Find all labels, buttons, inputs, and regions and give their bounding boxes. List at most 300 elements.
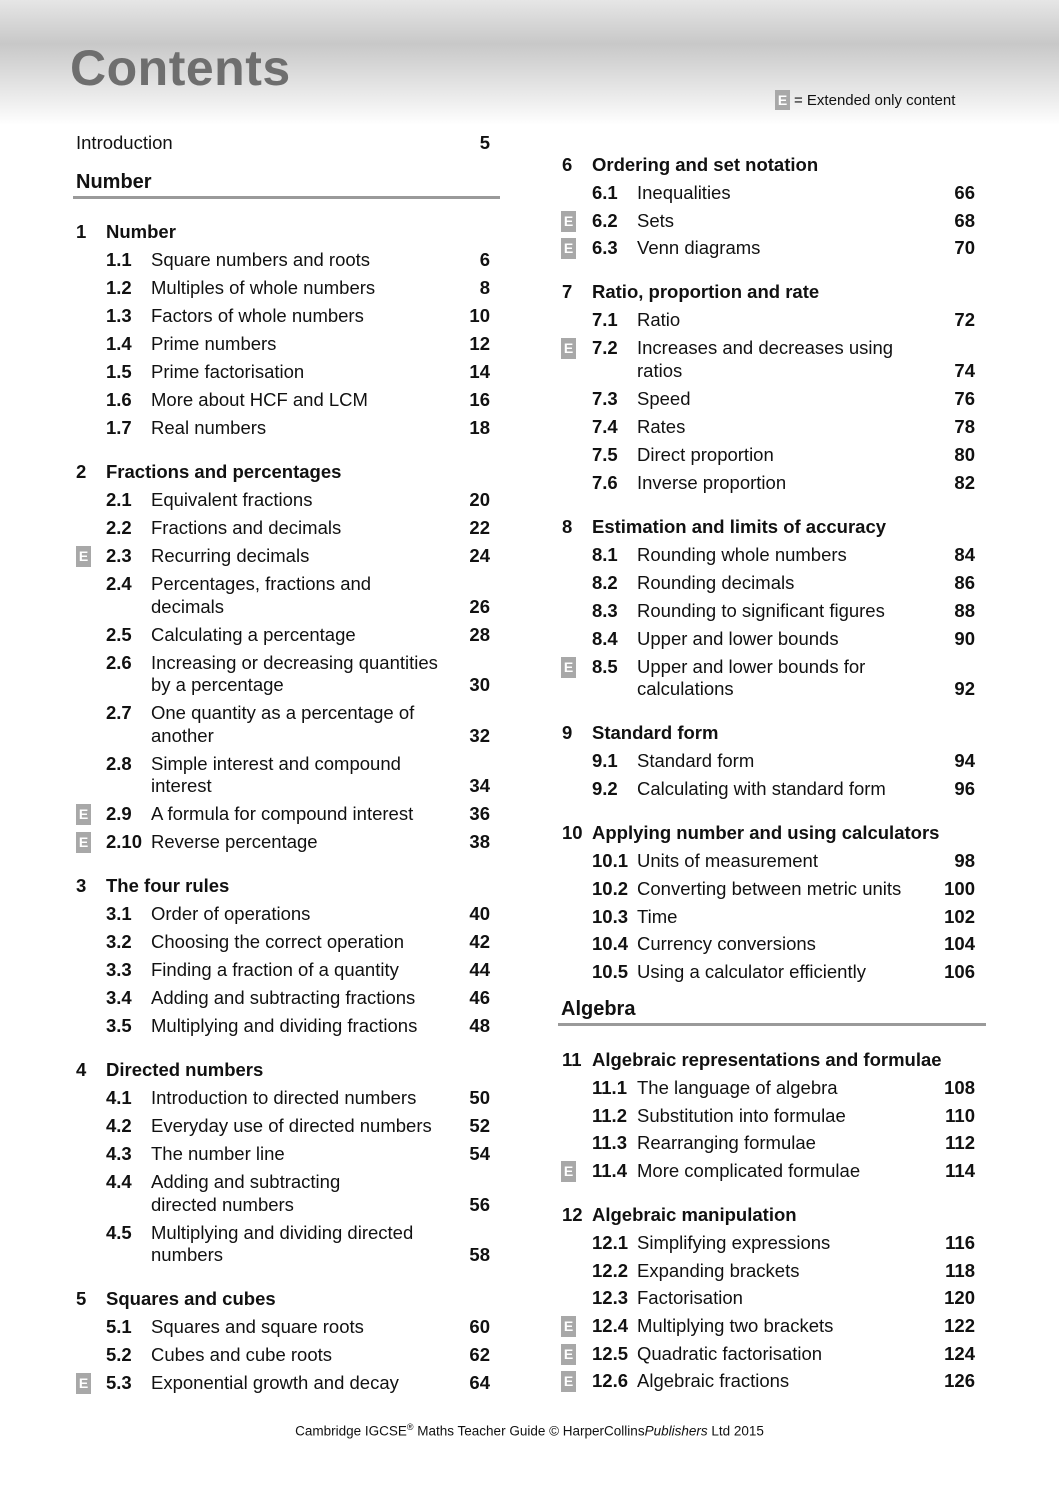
toc-item bbox=[76, 516, 490, 540]
item-number: 12.5 bbox=[592, 1342, 629, 1364]
item-number: 7.4 bbox=[592, 415, 618, 437]
item-title: Inequalities bbox=[637, 182, 731, 203]
item-number: 8.3 bbox=[592, 599, 618, 621]
extended-badge-icon: E bbox=[76, 832, 91, 853]
item-page: 62 bbox=[469, 1344, 490, 1365]
extended-badge-icon: E bbox=[561, 1161, 576, 1182]
toc-item bbox=[562, 627, 975, 651]
chapter-title: Algebraic representations and formulae bbox=[592, 1049, 942, 1070]
toc-item bbox=[562, 960, 975, 984]
toc-item bbox=[562, 415, 975, 439]
item-title: One quantity as a percentage of bbox=[151, 702, 415, 723]
chapter-number: 6 bbox=[562, 154, 573, 175]
toc-item bbox=[76, 1343, 490, 1367]
item-number: 2.3 bbox=[106, 545, 132, 566]
toc-item bbox=[562, 181, 975, 205]
item-number: 1.4 bbox=[106, 333, 132, 354]
item-title: Simplifying expressions bbox=[637, 1231, 831, 1253]
item-number: 7.1 bbox=[592, 309, 618, 331]
item-page: 72 bbox=[954, 309, 975, 331]
item-title: More about HCF and LCM bbox=[151, 389, 368, 410]
chapter-title: Algebraic manipulation bbox=[592, 1203, 797, 1225]
toc-item bbox=[562, 599, 975, 623]
item-number: 1.2 bbox=[106, 277, 132, 298]
item-title-cont: numbers bbox=[151, 1244, 223, 1265]
toc-item bbox=[562, 543, 975, 567]
item-number: 3.5 bbox=[106, 1015, 132, 1036]
item-page: 92 bbox=[954, 678, 975, 700]
toc-item bbox=[76, 651, 490, 675]
toc-item bbox=[76, 701, 490, 725]
item-number: 10.4 bbox=[592, 933, 629, 955]
item-number: 2.1 bbox=[106, 489, 132, 510]
item-page: 6 bbox=[479, 249, 490, 270]
item-number: 11.4 bbox=[592, 1160, 627, 1182]
item-title-cont: directed numbers bbox=[151, 1193, 294, 1215]
item-page: 110 bbox=[945, 1104, 975, 1126]
item-page: 94 bbox=[954, 750, 975, 772]
intro-title: Introduction bbox=[76, 132, 173, 153]
item-title: Time bbox=[637, 905, 678, 927]
item-page: 54 bbox=[469, 1143, 490, 1164]
item-page: 112 bbox=[945, 1132, 975, 1154]
item-number: 2.8 bbox=[106, 752, 132, 774]
item-number: 2.6 bbox=[106, 651, 132, 673]
item-title: Upper and lower bounds bbox=[637, 627, 839, 649]
toc-item bbox=[562, 932, 975, 956]
extended-badge-icon: E bbox=[561, 238, 576, 259]
chapter-number: 3 bbox=[76, 875, 87, 896]
chapter-heading bbox=[76, 1058, 490, 1082]
item-title: Converting between metric units bbox=[637, 877, 902, 899]
item-page: 66 bbox=[954, 182, 975, 203]
item-title: Squares and square roots bbox=[151, 1316, 364, 1337]
item-title: Factors of whole numbers bbox=[151, 305, 364, 326]
toc-item bbox=[76, 1142, 490, 1166]
extended-badge-icon: E bbox=[76, 546, 91, 567]
toc-item bbox=[76, 902, 490, 926]
item-number: 11.1 bbox=[592, 1077, 627, 1098]
item-page: 56 bbox=[469, 1193, 490, 1215]
toc-item bbox=[76, 802, 490, 826]
chapter-heading bbox=[562, 1048, 975, 1072]
item-page: 24 bbox=[469, 545, 490, 566]
item-title: Upper and lower bounds for bbox=[637, 655, 866, 677]
toc-item-cont bbox=[562, 677, 975, 701]
chapter-heading bbox=[562, 153, 975, 177]
item-title: Calculating a percentage bbox=[151, 623, 356, 645]
item-number: 7.5 bbox=[592, 443, 618, 465]
item-page: 88 bbox=[954, 599, 975, 621]
item-page: 32 bbox=[469, 724, 490, 746]
toc-item bbox=[562, 1259, 975, 1283]
chapter-title: Fractions and percentages bbox=[106, 461, 342, 482]
toc-item bbox=[76, 752, 490, 776]
item-title: Multiplying two brackets bbox=[637, 1314, 834, 1336]
item-page: 118 bbox=[945, 1259, 975, 1281]
item-title: Rounding to significant figures bbox=[637, 599, 885, 621]
toc-item bbox=[76, 830, 490, 854]
item-number: 4.1 bbox=[106, 1087, 132, 1108]
item-title: Units of measurement bbox=[637, 850, 818, 872]
toc-intro bbox=[76, 131, 490, 155]
chapter-heading bbox=[562, 721, 975, 745]
item-page: 40 bbox=[469, 903, 490, 924]
item-title: Using a calculator efficiently bbox=[637, 960, 866, 982]
item-title: Inverse proportion bbox=[637, 471, 787, 493]
item-page: 20 bbox=[469, 489, 490, 510]
item-title: Multiplying and dividing directed bbox=[151, 1221, 414, 1243]
item-number: 3.3 bbox=[106, 959, 132, 980]
chapter-title: Number bbox=[106, 221, 176, 242]
toc-item bbox=[76, 1371, 490, 1395]
toc-item-cont bbox=[76, 724, 490, 748]
item-page: 52 bbox=[469, 1115, 490, 1136]
toc-item bbox=[76, 958, 490, 982]
item-page: 116 bbox=[945, 1231, 975, 1253]
item-title: Venn diagrams bbox=[637, 237, 761, 259]
chapter-title: Directed numbers bbox=[106, 1059, 264, 1080]
item-title: Quadratic factorisation bbox=[637, 1342, 823, 1364]
item-page: 30 bbox=[469, 674, 490, 695]
toc-item bbox=[562, 443, 975, 467]
item-page: 126 bbox=[944, 1370, 975, 1392]
toc-item bbox=[76, 360, 490, 384]
item-title: The number line bbox=[151, 1143, 285, 1164]
toc-item bbox=[562, 749, 975, 773]
item-title: Fractions and decimals bbox=[151, 517, 342, 538]
toc-item bbox=[562, 1076, 975, 1100]
item-title: Ratio bbox=[637, 309, 681, 331]
toc-item bbox=[562, 1286, 975, 1310]
item-title: Rounding whole numbers bbox=[637, 543, 847, 565]
chapter-number: 5 bbox=[76, 1288, 87, 1309]
item-page: 120 bbox=[944, 1287, 975, 1309]
item-number: 1.7 bbox=[106, 417, 132, 438]
item-page: 96 bbox=[954, 778, 975, 800]
toc-item bbox=[76, 1014, 490, 1038]
item-page: 108 bbox=[944, 1077, 975, 1098]
toc-item bbox=[562, 209, 975, 233]
toc-item bbox=[76, 572, 490, 596]
chapter-title: Squares and cubes bbox=[106, 1288, 276, 1309]
extended-badge-icon: E bbox=[76, 1373, 91, 1394]
item-page: 102 bbox=[944, 905, 975, 927]
item-page: 22 bbox=[469, 517, 490, 538]
item-title-cont: calculations bbox=[637, 678, 734, 700]
item-title: Direct proportion bbox=[637, 443, 774, 465]
chapter-number: 2 bbox=[76, 461, 87, 482]
item-title: Prime factorisation bbox=[151, 361, 305, 382]
toc-item bbox=[76, 1170, 490, 1194]
toc-item bbox=[562, 1104, 975, 1128]
toc-item-cont bbox=[76, 1243, 490, 1267]
toc-item bbox=[562, 1131, 975, 1155]
toc-item bbox=[562, 849, 975, 873]
item-title: Adding and subtracting bbox=[151, 1171, 341, 1192]
item-title: Reverse percentage bbox=[151, 831, 318, 852]
item-page: 60 bbox=[469, 1316, 490, 1337]
toc-item-cont bbox=[76, 1193, 490, 1217]
chapter-heading bbox=[562, 515, 975, 539]
item-number: 6.3 bbox=[592, 237, 618, 259]
item-page: 70 bbox=[954, 237, 975, 259]
item-title: Standard form bbox=[637, 750, 755, 772]
toc-item bbox=[76, 388, 490, 412]
item-page: 14 bbox=[469, 361, 490, 382]
item-number: 3.4 bbox=[106, 987, 132, 1008]
toc-item-cont bbox=[76, 595, 490, 619]
section-divider bbox=[73, 196, 500, 199]
toc-item-cont bbox=[562, 359, 975, 383]
toc-item bbox=[76, 1114, 490, 1138]
toc-item bbox=[76, 930, 490, 954]
item-title-cont: ratios bbox=[637, 359, 683, 381]
chapter-number: 8 bbox=[562, 515, 573, 537]
item-page: 26 bbox=[469, 595, 490, 617]
item-number: 7.2 bbox=[592, 337, 618, 359]
page-title: Contents bbox=[70, 40, 291, 96]
item-page: 12 bbox=[469, 333, 490, 354]
item-number: 11.3 bbox=[592, 1132, 627, 1154]
item-number: 9.2 bbox=[592, 778, 618, 800]
item-page: 100 bbox=[944, 877, 975, 899]
chapter-heading bbox=[76, 220, 490, 244]
item-number: 6.2 bbox=[592, 209, 618, 231]
item-page: 106 bbox=[944, 960, 975, 982]
item-number: 10.5 bbox=[592, 960, 629, 982]
item-title: Rounding decimals bbox=[637, 571, 795, 593]
item-page: 68 bbox=[954, 209, 975, 231]
item-number: 2.10 bbox=[106, 831, 143, 852]
item-page: 50 bbox=[469, 1087, 490, 1108]
toc-item-cont bbox=[76, 673, 490, 697]
extended-badge-icon: E bbox=[561, 657, 576, 678]
toc-item bbox=[562, 655, 975, 679]
chapter-heading bbox=[562, 821, 975, 845]
item-number: 3.2 bbox=[106, 931, 132, 952]
item-title-cont: by a percentage bbox=[151, 674, 284, 695]
toc-item bbox=[562, 905, 975, 929]
extended-badge-icon: E bbox=[561, 1316, 576, 1337]
item-number: 2.4 bbox=[106, 573, 132, 594]
chapter-heading bbox=[76, 874, 490, 898]
toc-item bbox=[76, 986, 490, 1010]
item-number: 2.5 bbox=[106, 623, 132, 645]
item-number: 12.4 bbox=[592, 1314, 629, 1336]
item-page: 104 bbox=[944, 933, 975, 955]
item-number: 4.5 bbox=[106, 1221, 132, 1243]
item-page: 82 bbox=[954, 471, 975, 493]
item-title: Increases and decreases using bbox=[637, 337, 894, 359]
item-title: Speed bbox=[637, 387, 691, 409]
item-title: Adding and subtracting fractions bbox=[151, 987, 416, 1008]
toc-item bbox=[562, 571, 975, 595]
chapter-number: 9 bbox=[562, 722, 573, 744]
toc-item bbox=[562, 1231, 975, 1255]
toc-item bbox=[76, 488, 490, 512]
item-number: 5.3 bbox=[106, 1372, 132, 1393]
item-page: 18 bbox=[469, 417, 490, 438]
legend-text: = Extended only content bbox=[794, 91, 956, 109]
item-page: 58 bbox=[469, 1244, 490, 1265]
chapter-heading bbox=[562, 1203, 975, 1227]
toc-item bbox=[76, 416, 490, 440]
item-number: 7.6 bbox=[592, 471, 618, 493]
item-title: More complicated formulae bbox=[637, 1160, 861, 1182]
toc-item bbox=[76, 1086, 490, 1110]
section-divider bbox=[558, 1023, 986, 1026]
item-title: Multiples of whole numbers bbox=[151, 277, 376, 298]
toc-item bbox=[76, 544, 490, 568]
item-number: 12.2 bbox=[592, 1259, 629, 1281]
item-number: 10.2 bbox=[592, 877, 629, 899]
item-page: 44 bbox=[469, 959, 490, 980]
item-title: Cubes and cube roots bbox=[151, 1344, 333, 1365]
item-page: 48 bbox=[469, 1015, 490, 1036]
extended-badge-icon: E bbox=[775, 90, 790, 110]
item-number: 4.2 bbox=[106, 1115, 132, 1136]
chapter-number: 10 bbox=[562, 822, 583, 844]
extended-badge-icon: E bbox=[561, 338, 576, 359]
item-page: 114 bbox=[945, 1160, 975, 1182]
item-title: Multiplying and dividing fractions bbox=[151, 1015, 418, 1036]
item-title: Percentages, fractions and bbox=[151, 573, 372, 594]
item-number: 5.2 bbox=[106, 1344, 132, 1365]
item-title-cont: another bbox=[151, 724, 214, 746]
item-title: Prime numbers bbox=[151, 333, 277, 354]
toc-item bbox=[562, 1159, 975, 1183]
item-title: Recurring decimals bbox=[151, 545, 310, 566]
chapter-title: Applying number and using calculators bbox=[592, 822, 940, 844]
item-number: 2.7 bbox=[106, 702, 132, 723]
item-page: 76 bbox=[954, 387, 975, 409]
toc-item bbox=[562, 336, 975, 360]
item-title: Sets bbox=[637, 209, 675, 231]
chapter-number: 4 bbox=[76, 1059, 87, 1080]
item-number: 4.4 bbox=[106, 1171, 132, 1192]
item-number: 8.2 bbox=[592, 571, 618, 593]
chapter-heading bbox=[76, 460, 490, 484]
item-page: 64 bbox=[469, 1372, 490, 1393]
item-title-cont: interest bbox=[151, 775, 212, 796]
item-title: Currency conversions bbox=[637, 933, 816, 955]
item-title: Order of operations bbox=[151, 903, 311, 924]
item-page: 86 bbox=[954, 571, 975, 593]
chapter-number: 11 bbox=[562, 1049, 582, 1070]
toc-item bbox=[76, 304, 490, 328]
chapter-number: 1 bbox=[76, 221, 87, 242]
chapter-title: Ordering and set notation bbox=[592, 154, 819, 175]
item-number: 2.2 bbox=[106, 517, 132, 538]
chapter-title: Estimation and limits of accuracy bbox=[592, 515, 887, 537]
item-title: Simple interest and compound bbox=[151, 752, 401, 774]
item-number: 12.1 bbox=[592, 1231, 629, 1253]
item-number: 8.5 bbox=[592, 655, 618, 677]
toc-item bbox=[562, 1369, 975, 1393]
item-number: 2.9 bbox=[106, 803, 132, 824]
toc-item bbox=[76, 1315, 490, 1339]
extended-legend bbox=[775, 90, 955, 110]
toc-item bbox=[76, 332, 490, 356]
item-number: 10.3 bbox=[592, 905, 629, 927]
toc-item bbox=[562, 777, 975, 801]
toc-item bbox=[562, 1342, 975, 1366]
item-title: Substitution into formulae bbox=[637, 1104, 846, 1126]
item-page: 122 bbox=[944, 1314, 975, 1336]
item-number: 1.3 bbox=[106, 305, 132, 326]
item-number: 3.1 bbox=[106, 903, 132, 924]
item-title: Exponential growth and decay bbox=[151, 1372, 399, 1393]
chapter-heading bbox=[562, 280, 975, 304]
item-title: Expanding brackets bbox=[637, 1259, 800, 1281]
item-number: 6.1 bbox=[592, 182, 618, 203]
item-title: Equivalent fractions bbox=[151, 489, 313, 510]
section-heading: Number bbox=[76, 171, 152, 193]
item-title: Algebraic fractions bbox=[637, 1370, 790, 1392]
toc-item bbox=[562, 308, 975, 332]
item-title: The language of algebra bbox=[637, 1077, 838, 1098]
item-title: Rates bbox=[637, 415, 686, 437]
item-page: 98 bbox=[954, 850, 975, 872]
item-title: Factorisation bbox=[637, 1287, 743, 1309]
item-page: 38 bbox=[469, 831, 490, 852]
chapter-number: 12 bbox=[562, 1203, 583, 1225]
toc-item bbox=[76, 1221, 490, 1245]
item-title: A formula for compound interest bbox=[151, 803, 414, 824]
item-page: 34 bbox=[469, 775, 490, 796]
item-page: 90 bbox=[954, 627, 975, 649]
toc-item bbox=[562, 387, 975, 411]
item-number: 9.1 bbox=[592, 750, 618, 772]
chapter-title: Ratio, proportion and rate bbox=[592, 281, 820, 303]
extended-badge-icon: E bbox=[561, 1344, 576, 1365]
item-title: Choosing the correct operation bbox=[151, 931, 404, 952]
toc-item bbox=[562, 1314, 975, 1338]
intro-page: 5 bbox=[479, 132, 490, 153]
item-title: Increasing or decreasing quantities bbox=[151, 651, 438, 673]
toc-item bbox=[562, 471, 975, 495]
extended-badge-icon: E bbox=[561, 1371, 576, 1392]
item-number: 1.5 bbox=[106, 361, 132, 382]
item-number: 8.1 bbox=[592, 543, 618, 565]
item-page: 8 bbox=[479, 277, 490, 298]
item-page: 28 bbox=[469, 623, 490, 645]
extended-badge-icon: E bbox=[76, 804, 91, 825]
item-page: 46 bbox=[469, 987, 490, 1008]
item-number: 5.1 bbox=[106, 1316, 132, 1337]
item-number: 4.3 bbox=[106, 1143, 132, 1164]
item-title-cont: decimals bbox=[151, 595, 224, 617]
item-title: Everyday use of directed numbers bbox=[151, 1115, 432, 1136]
footer-copyright: Cambridge IGCSE® Maths Teacher Guide © HarperCollinsPublishers Ltd 2015 bbox=[295, 1422, 764, 1439]
item-page: 36 bbox=[469, 803, 490, 824]
item-page: 124 bbox=[944, 1342, 975, 1364]
item-number: 11.2 bbox=[592, 1104, 627, 1126]
item-page: 16 bbox=[469, 389, 490, 410]
section-heading: Algebra bbox=[561, 998, 636, 1020]
chapter-title: Standard form bbox=[592, 722, 719, 744]
chapter-heading bbox=[76, 1287, 490, 1311]
toc-item bbox=[76, 276, 490, 300]
item-page: 84 bbox=[954, 543, 975, 565]
item-number: 7.3 bbox=[592, 387, 618, 409]
item-title: Square numbers and roots bbox=[151, 249, 371, 270]
chapter-title: The four rules bbox=[106, 875, 230, 896]
item-title: Real numbers bbox=[151, 417, 267, 438]
chapter-number: 7 bbox=[562, 281, 573, 303]
toc-item-cont bbox=[76, 774, 490, 798]
